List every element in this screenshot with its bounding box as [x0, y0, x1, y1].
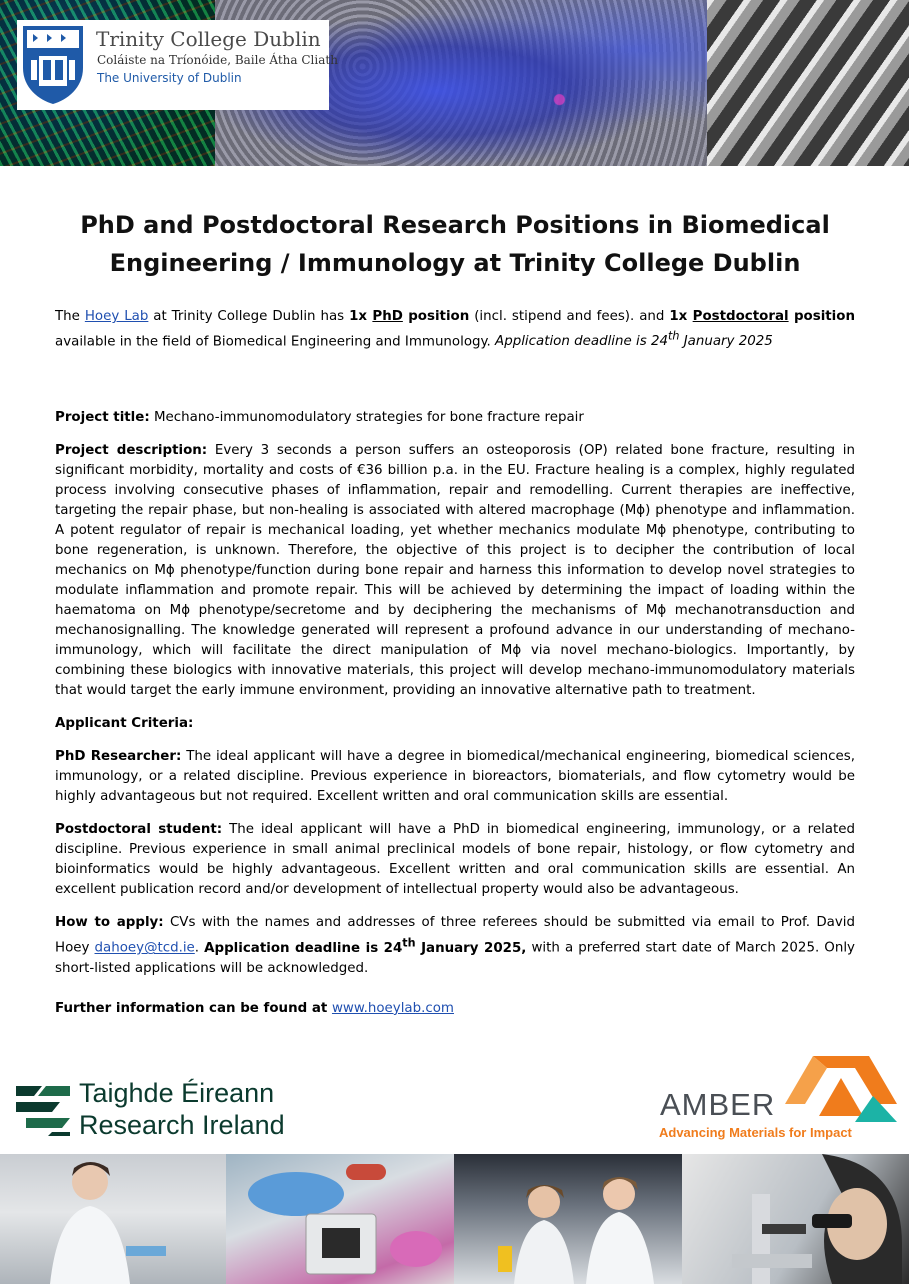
postdoc-criteria-label: Postdoctoral student:	[55, 822, 223, 838]
photo-lab-researcher	[0, 1154, 226, 1284]
how-to-apply-text-1: CVs with the names and addresses of three referees should be submitted via email to Prof. David Hoey	[55, 915, 855, 956]
header-banner	[0, 0, 909, 166]
intro-text-4: available in the field of Biomedical Engineering and Immunology.	[55, 334, 496, 350]
postdoc-criteria-text: The ideal applicant will have a PhD in biomedical engineering, immunology, or a related discipline. Previous experience in small animal preclinical models of bone repair, histology, or flow cytometry and bioinformatics would be highly advantageous. Excellent written and oral communication skills are essential. An excellent publication record and/or development of intellectual property would also be advantageous.	[55, 822, 855, 898]
intro-deadline-text: Application deadline is 24	[495, 334, 668, 350]
body-content	[55, 307, 855, 1019]
hoey-lab-link[interactable]: Hoey Lab	[84, 309, 149, 324]
phd-criteria-label: PhD Researcher:	[55, 749, 182, 765]
footer-photo-strip	[0, 1154, 909, 1284]
how-to-apply-deadline	[204, 936, 527, 956]
amber-name: AMBER	[660, 1087, 776, 1122]
further-info-paragraph	[55, 999, 855, 1019]
photo-gloved-hands-sample	[226, 1154, 454, 1284]
intro-deadline-sup: th	[667, 330, 680, 343]
how-to-apply-deadline-sup: th	[402, 936, 416, 950]
research-ireland-text: Research Ireland	[79, 1110, 285, 1140]
phd-count: 1x	[349, 309, 368, 324]
criteria-heading	[55, 714, 855, 734]
intro-deadline	[495, 330, 773, 350]
amber-logo	[655, 1056, 900, 1144]
institution-name: Trinity College Dublin	[96, 27, 321, 51]
phd-word: PhD	[372, 309, 403, 324]
intro-paragraph	[55, 307, 855, 352]
gloved-hand-icon	[236, 1154, 446, 1284]
project-description-text: Every 3 seconds a person suffers an osteoporosis (OP) related bone fracture, resulting in significant morbidity, mortality and costs of €36 billion p.a. in the EU. Fracture healing is a complex, highly regulated process involving consecutive phases of inflammation, repair and remodelling. Current therapies are ineffective, targeting the repair phase, but non-healing is associated with altered macrophage (Mϕ) phenotype and inflammation. A potent regulator of repair is mechanical loading, yet whether mechanics modulate Mϕ phenotype, contributing to bone regeneration, is unknown. Therefore, the objective of this project is to decipher the contribution of local mechanics on Mϕ phenotype/function during bone repair and harness this information to develop novel strategies to modulate inflammation and promote repair. This will be achieved by determining the impact of loading within the haematoma on Mϕ phenotype/secretome and by deciphering the mechanisms of Mϕ mechanotransduction and mechanosignalling. The knowledge generated will represent a profound advance in our understanding of mechano-immunology, which will facilitate the direct manipulation of Mϕ via novel mechano-biologics. Importantly, by combining these biologics with innovative materials, this project will develop mechano-immunomodulatory materials that would target the early immune environment, providing an innovative alternative path to treatment.	[55, 443, 855, 699]
project-description-label: Project description:	[55, 443, 208, 459]
institution-name-irish: Coláiste na Tríonóide, Baile Átha Cliath	[97, 53, 338, 67]
microscope-figure-icon	[692, 1154, 902, 1284]
position-word-1: position	[408, 309, 470, 324]
amber-tagline: Advancing Materials for Impact	[659, 1125, 852, 1140]
taighde-eireann-text: Taighde Éireann	[79, 1078, 275, 1108]
intro-deadline-date: January 2025	[679, 334, 773, 350]
title-line-1: PhD and Postdoctoral Research Positions in Biomedical	[80, 211, 830, 239]
phd-criteria-paragraph	[55, 747, 855, 807]
how-to-apply-paragraph	[55, 913, 855, 978]
tcd-shield-icon	[21, 24, 85, 106]
how-to-apply-text-3: with a preferred start date of March 2025. Only short-listed applications will be acknowledged.	[55, 940, 855, 976]
postdoc-count: 1x	[669, 309, 688, 324]
how-to-apply-deadline-text: Application deadline is 24	[204, 940, 403, 956]
researchers-figure-icon	[474, 1154, 674, 1284]
position-word-2: position	[793, 309, 856, 324]
research-ireland-mark-icon	[12, 1082, 74, 1138]
photo-microscope-researcher	[682, 1154, 909, 1284]
amber-triangle-icon	[785, 1056, 897, 1122]
title-line-2: Engineering / Immunology at Trinity College Dublin	[109, 249, 801, 277]
intro-text-3: (incl. stipend and fees). and	[469, 309, 670, 324]
project-title-paragraph	[55, 408, 855, 428]
taighde-eireann-logo	[12, 1076, 302, 1148]
further-info-label: Further information can be found at	[55, 1000, 332, 1016]
criteria-heading-text: Applicant Criteria:	[55, 716, 194, 732]
photo-two-researchers-pipetting	[454, 1154, 682, 1284]
tcd-logo	[17, 20, 338, 110]
project-title-label: Project title:	[55, 410, 150, 426]
university-name: The University of Dublin	[97, 71, 242, 85]
how-to-apply-label: How to apply:	[55, 915, 164, 931]
banner-image-scaffold-micrograph	[707, 0, 909, 166]
postdoc-criteria-paragraph	[55, 820, 855, 900]
hoeylab-website-link[interactable]: www.hoeylab.com	[331, 1000, 454, 1016]
page-title	[60, 206, 850, 282]
how-to-apply-text-2: .	[194, 940, 205, 956]
email-link[interactable]: dahoey@tcd.ie	[94, 940, 195, 956]
intro-text-2: at Trinity College Dublin has	[148, 309, 350, 324]
project-description-paragraph	[55, 441, 855, 701]
phd-criteria-text: The ideal applicant will have a degree in biomedical/mechanical engineering, biomedical sciences, immunology, or a related discipline. Previous experience in bioreactors, biomaterials, and flow cytometry would be highly advantageous but not required. Excellent written and oral communication skills are essential.	[55, 749, 855, 805]
researcher-figure-icon	[30, 1154, 170, 1284]
how-to-apply-deadline-date: January 2025,	[415, 940, 527, 956]
project-title-text: Mechano-immunomodulatory strategies for bone fracture repair	[149, 410, 584, 426]
postdoc-word: Postdoctoral	[692, 309, 789, 324]
intro-text-1: The	[55, 309, 85, 324]
